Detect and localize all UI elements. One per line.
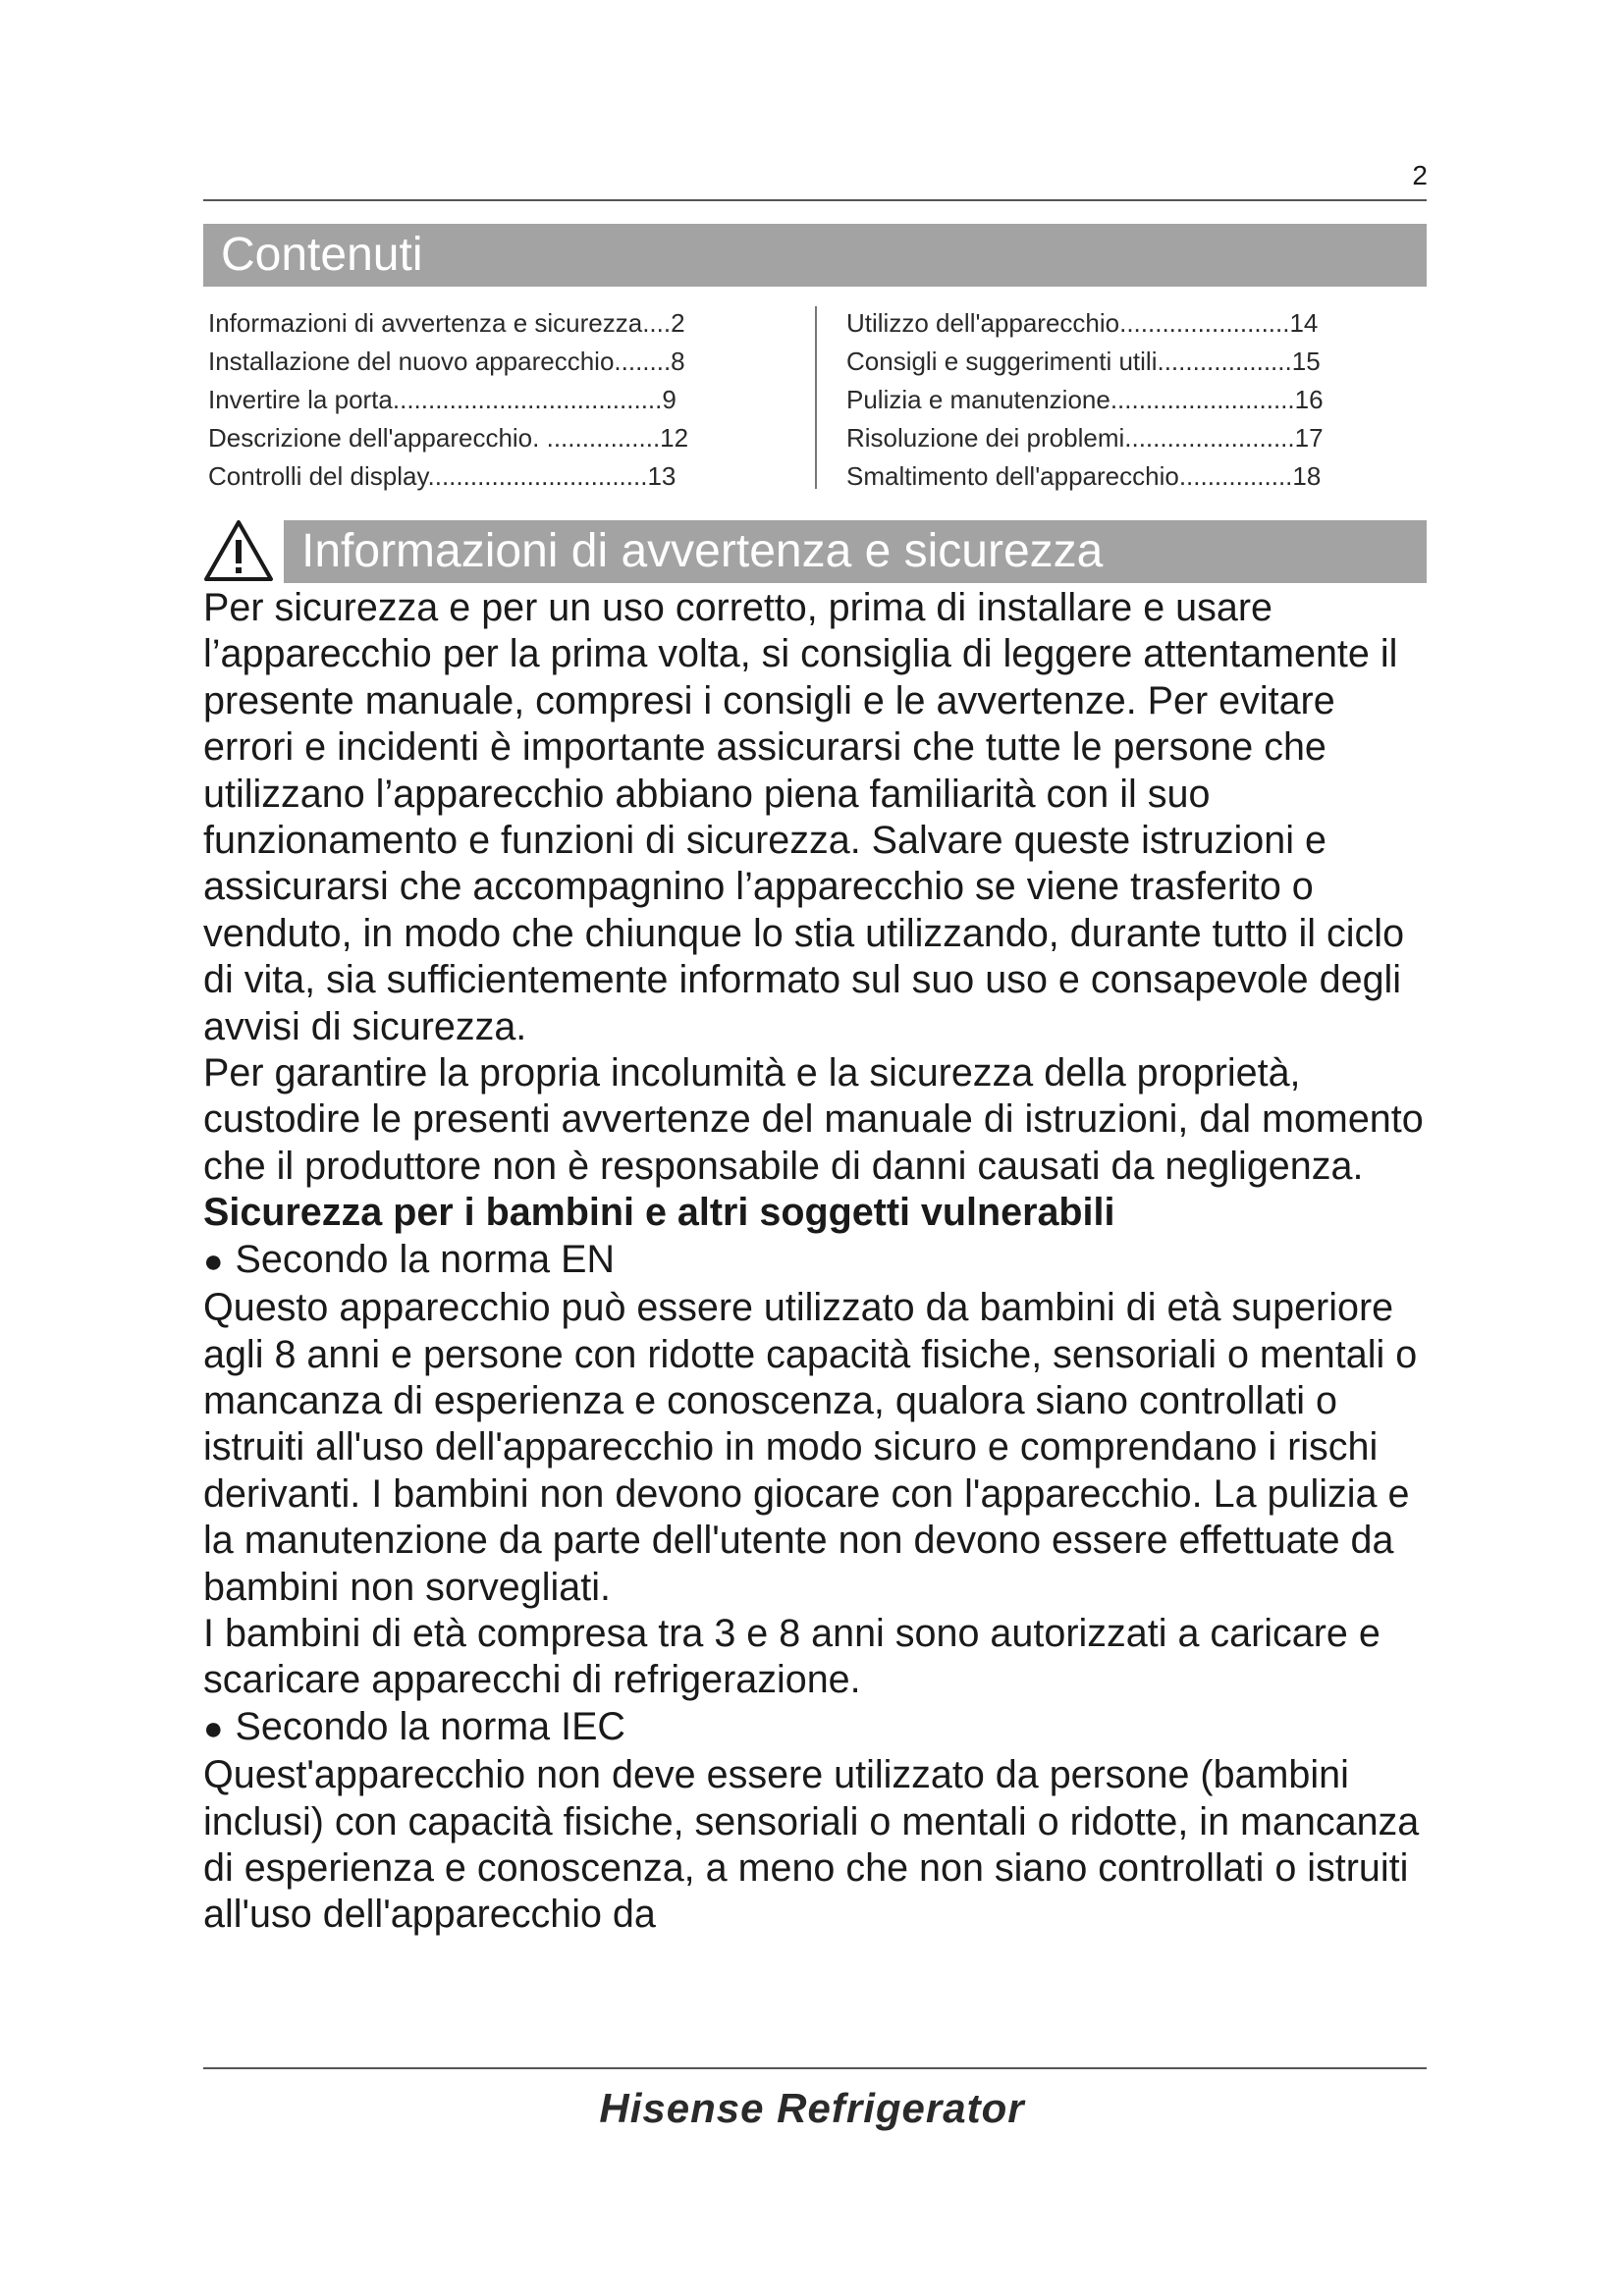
warning-section-header: Informazioni di avvertenza e sicurezza <box>284 520 1427 583</box>
toc-divider <box>815 306 817 489</box>
toc-entry: Smaltimento dell'apparecchio................18 <box>846 461 1322 491</box>
property-paragraph: Per garantire la propria incolumità e la sicurezza della proprietà, custodire le presenti avvertenze del manuale di istruzioni, dal momento che il produttore non è responsabile di danni causati da negligenza. <box>203 1051 1424 1188</box>
toc-entry: Consigli e suggerimenti utili...................15 <box>846 347 1321 376</box>
contents-header: Contenuti <box>203 224 1427 287</box>
toc-entry: Risoluzione dei problemi........................17 <box>846 423 1324 453</box>
bullet-en-norm: ● Secondo la norma EN <box>203 1237 1435 1285</box>
children-subheading: Sicurezza per i bambini e altri soggetti vulnerabili <box>203 1191 1115 1235</box>
brand-footer: Hisense Refrigerator <box>599 2085 1025 2131</box>
top-rule <box>203 199 1427 201</box>
warning-triangle-icon <box>203 518 274 583</box>
bottom-rule <box>203 2067 1427 2069</box>
toc-entry: Descrizione dell'apparecchio. ................12 <box>208 423 689 453</box>
toc-entry: Controlli del display...............................13 <box>208 461 677 491</box>
toc-right-column <box>846 304 1426 496</box>
toc-entry: Utilizzo dell'apparecchio........................14 <box>846 308 1319 338</box>
table-of-contents <box>203 304 1427 499</box>
toc-entry: Invertire la porta......................................9 <box>208 385 677 414</box>
iec-norm-paragraph: Quest'apparecchio non deve essere utilizzato da persone (bambini inclusi) con capacità fisiche, sensoriali o mentali o ridotte, in mancanza di esperienza e conoscenza, a meno che non siano controllati o istruiti all'uso dell'apparecchio da <box>203 1753 1420 1937</box>
intro-paragraph: Per sicurezza e per un uso corretto, prima di installare e usare l’apparecchio per la prima volta, si consiglia di leggere attentamente il presente manuale, compresi i consigli e le avvertenze. Per evitare errori e incidenti è importante assicurarsi che tutte le persone che utilizzano l’apparecchio abbiano piena familiarità con il suo funzionamento e funzioni di sicurezza. Salvare queste istruzioni e assicurarsi che accompagnino l’apparecchio se viene trasferito o venduto, in modo che chiunque lo stia utilizzando, durante tutto il ciclo di vita, sia sufficientemente informato sul suo uso e consapevole degli avvisi di sicurezza. <box>203 586 1405 1048</box>
toc-left-column <box>208 304 797 496</box>
warning-body <box>203 585 1435 1939</box>
page-number: 2 <box>1412 160 1428 190</box>
refrigeration-paragraph: I bambini di età compresa tra 3 e 8 anni sono autorizzati a caricare e scaricare apparecchi di refrigerazione. <box>203 1611 1380 1702</box>
toc-entry: Installazione del nuovo apparecchio........8 <box>208 347 685 376</box>
bullet-iec-norm: ● Secondo la norma IEC <box>203 1704 1435 1752</box>
en-norm-paragraph: Questo apparecchio può essere utilizzato da bambini di età superiore agli 8 anni e persone con ridotte capacità fisiche, sensoriali o mentali o mancanza di esperienza e conoscenza, qualora siano controllati o istruiti all'uso dell'apparecchio in modo sicuro e comprendano i rischi derivanti. I bambini non devono giocare con l'apparecchio. La pulizia e la manutenzione da parte dell'utente non devono essere effettuate da bambini non sorvegliati. <box>203 1286 1418 1609</box>
toc-entry: Pulizia e manutenzione..........................16 <box>846 385 1324 414</box>
toc-entry: Informazioni di avvertenza e sicurezza....2 <box>208 308 685 338</box>
